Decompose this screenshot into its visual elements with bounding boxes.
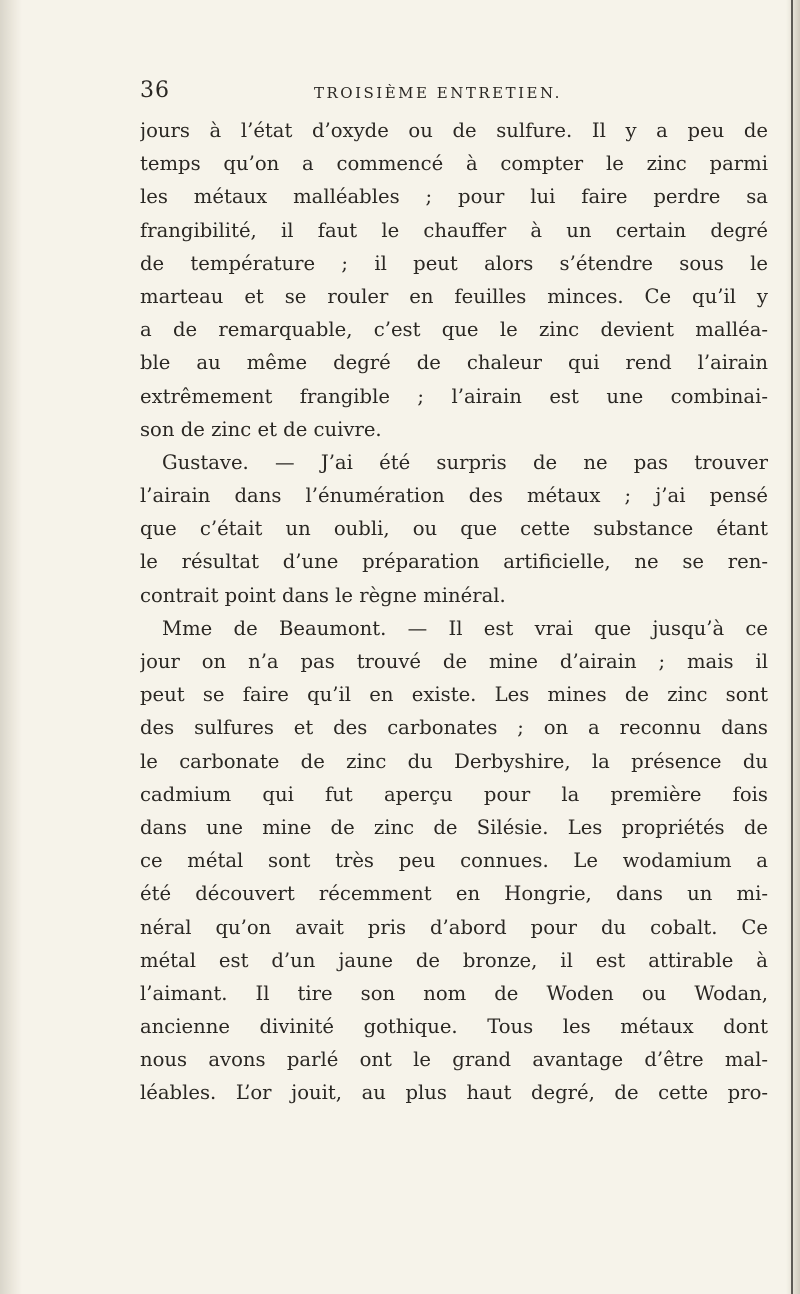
text-line: le carbonate de zinc du Derbyshire, la présence du [140, 749, 768, 773]
paragraph-1 [140, 114, 772, 446]
paragraph-3 [140, 612, 772, 1110]
text-line: nous avons parlé ont le grand avantage d’être mal- [140, 1048, 768, 1072]
paragraph-2 [140, 446, 772, 612]
text-line: des sulfures et des carbonates ; on a reconnu dans [140, 716, 768, 740]
text-line: ble au même degré de chaleur qui rend l’airain [140, 351, 768, 375]
text-line: de température ; il peut alors s’étendre sous le [140, 251, 768, 275]
text-line: frangibilité, il faut le chauffer à un certain degré [140, 218, 768, 242]
text-line: les métaux malléables ; pour lui faire perdre sa [140, 185, 768, 209]
page-edge-rule [791, 0, 793, 1294]
text-line: Mme de Beaumont. — Il est vrai que jusqu’à ce [162, 616, 768, 640]
running-head [140, 78, 772, 112]
text-line: dans une mine de zinc de Silésie. Les propriétés de [140, 815, 768, 839]
text-line: son de zinc et de cuivre. [140, 417, 382, 441]
page-right-edge [786, 0, 800, 1294]
text-line: contrait point dans le règne minéral. [140, 583, 506, 607]
text-line: néral qu’on avait pris d’abord pour du cobalt. Ce [140, 915, 768, 939]
text-line: marteau et se rouler en feuilles minces. Ce qu’il y [140, 284, 768, 308]
running-title: TROISIÈME ENTRETIEN. [314, 84, 562, 102]
text-line: le résultat d’une préparation artificielle, ne se ren- [140, 550, 768, 574]
text-line: léables. L’or jouit, au plus haut degré, de cette pro- [140, 1081, 768, 1105]
text-line: cadmium qui fut aperçu pour la première fois [140, 782, 768, 806]
text-line: l’aimant. Il tire son nom de Woden ou Wodan, [140, 981, 768, 1005]
text-line: temps qu’on a commencé à compter le zinc parmi [140, 152, 768, 176]
text-line: que c’était un oubli, ou que cette substance étant [140, 517, 768, 541]
text-line: ce métal sont très peu connues. Le wodamium a [140, 849, 768, 873]
text-line: a de remarquable, c’est que le zinc devient malléa- [140, 318, 768, 342]
body-text [140, 114, 772, 1110]
text-line: jour on n’a pas trouvé de mine d’airain ; mais il [140, 650, 768, 673]
text-line: été découvert récemment en Hongrie, dans un mi- [140, 882, 768, 906]
text-line: extrêmement frangible ; l’airain est une combinai- [140, 384, 768, 408]
text-line: ancienne divinité gothique. Tous les métaux dont [140, 1015, 768, 1039]
page-number: 36 [140, 78, 170, 103]
text-line: l’airain dans l’énumération des métaux ; j’ai pensé [140, 484, 768, 508]
book-page [140, 78, 772, 1110]
text-line: peut se faire qu’il en existe. Les mines de zinc sont [140, 683, 768, 707]
text-line: Gustave. — J’ai été surpris de ne pas trouver [162, 450, 768, 474]
text-line: jours à l’état d’oxyde ou de sulfure. Il y a peu de [140, 119, 768, 142]
page-gutter-shadow [0, 0, 22, 1294]
text-line: métal est d’un jaune de bronze, il est attirable à [140, 948, 768, 972]
